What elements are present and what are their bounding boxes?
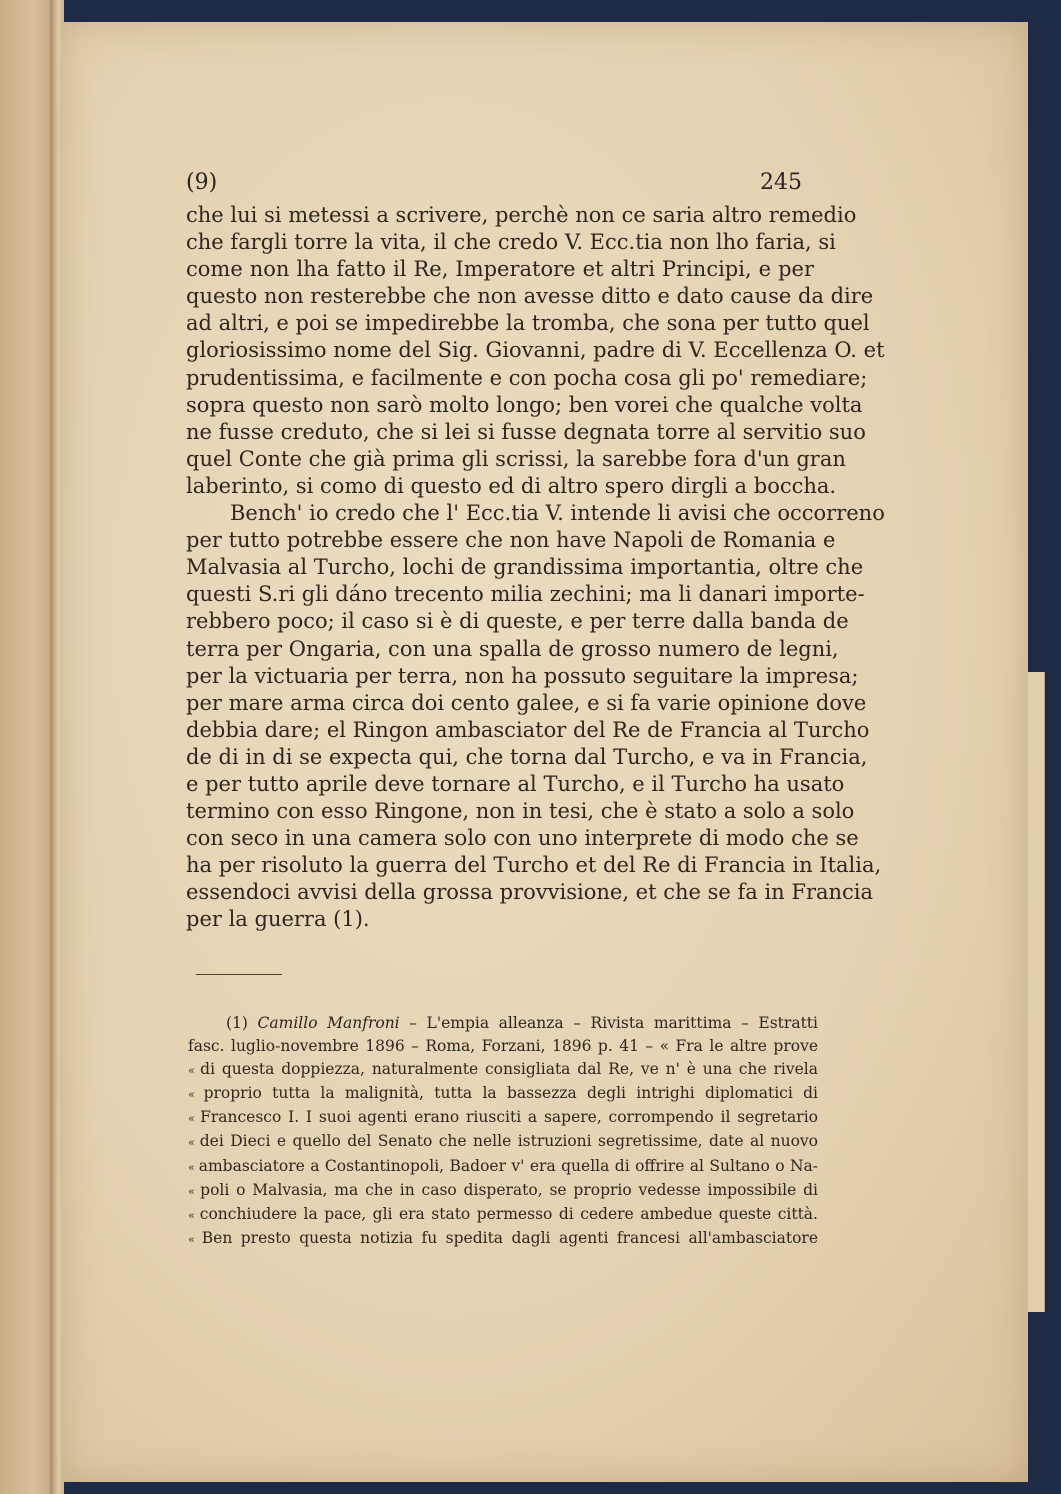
section-number: (9) <box>186 170 218 195</box>
text-line: prudentissima, e facilmente e con pocha cosa gli po' remediare; <box>186 365 868 390</box>
footnote-marker: (1) <box>226 1014 248 1032</box>
text-line: come non lha fatto il Re, Imperatore et altri Principi, e per <box>186 257 814 282</box>
text-line: de di in di se expecta qui, che torna dal Turcho, e va in Francia, <box>186 744 868 769</box>
text-line: Bench' io credo che l' Ecc.tia V. intende li avisi che occorreno <box>230 501 885 526</box>
page-header <box>186 170 802 200</box>
text-line: questo non resterebbe che non avesse ditto e dato cause da dire <box>186 284 874 309</box>
text-line: gloriosissimo nome del Sig. Giovanni, padre di V. Eccellenza O. et <box>186 338 885 363</box>
footnote-line: fasc. luglio-novembre 1896 – Roma, Forzani, 1896 p. 41 – « Fra le altre prove <box>188 1037 818 1056</box>
text-line: per la victuaria per terra, non ha possuto seguitare la impresa; <box>186 663 859 688</box>
text-line: debbia dare; el Ringon ambasciator del Re de Francia al Turcho <box>186 717 870 742</box>
text-line: che fargli torre la vita, il che credo V. Ecc.tia non lho faria, si <box>186 230 836 255</box>
page-number: 245 <box>760 170 802 195</box>
text-line: per mare arma circa doi cento galee, e si fa varie opinione dove <box>186 690 867 715</box>
footnote-divider <box>196 974 282 975</box>
page-edge-flap <box>1026 672 1045 1312</box>
footnote-author: Camillo Manfroni <box>257 1014 400 1032</box>
text-line: che lui si metessi a scrivere, perchè non ce saria altro remedio <box>186 203 857 227</box>
text-line: ha per risoluto la guerra del Turcho et del Re di Francia in Italia, <box>186 853 882 878</box>
text-line: essendoci avvisi della grossa provvisione, et che se fa in Francia <box>186 880 874 905</box>
text-line: questi S.ri gli dáno trecento milia zechini; ma li danari importe- <box>186 582 865 607</box>
text-line: sopra questo non sarò molto longo; ben vorei che qualche volta <box>186 392 863 417</box>
footnote-line: « conchiudere la pace, gli era stato permesso di cedere ambedue queste città. <box>188 1203 818 1227</box>
main-text <box>186 202 885 934</box>
text-line: laberinto, si como di questo ed di altro spero dirgli a boccha. <box>186 473 837 498</box>
text-line: Malvasia al Turcho, lochi de grandissima importantia, oltre che <box>186 555 864 580</box>
text-line: per tutto potrebbe essere che non have Napoli de Romania e <box>186 528 836 553</box>
footnote-line <box>188 1012 818 1035</box>
text-line: rebbero poco; il caso si è di queste, e per terre dalla banda de <box>186 609 849 634</box>
text-line: ad altri, e poi se impedirebbe la tromba, che sona per tutto quel <box>186 311 870 336</box>
footnote-title: – L'empia alleanza – Rivista marittima – Estratti <box>409 1014 818 1032</box>
text-line: e per tutto aprile deve tornare al Turcho, e il Turcho ha usato <box>186 771 845 796</box>
text-line: termino con esso Ringone, non in tesi, che è stato a solo a solo <box>186 799 855 824</box>
text-line: con seco in una camera solo con uno interprete di modo che se <box>186 826 859 851</box>
footnote-line: « Francesco I. I suoi agenti erano riusciti a sapere, corrompendo il segretario <box>188 1106 818 1130</box>
footnote-line: « di questa doppiezza, naturalmente consigliata dal Re, ve n' è una che rivela <box>188 1058 818 1082</box>
footnote-line: « proprio tutta la malignità, tutta la bassezza degli intrighi diplomatici di <box>188 1082 818 1106</box>
text-line: terra per Ongaria, con una spalla de grosso numero de legni, <box>186 636 839 661</box>
text-line: quel Conte che già prima gli scrissi, la sarebbe fora d'un gran <box>186 446 846 471</box>
text-line: ne fusse creduto, che si lei si fusse degnata torre al servitio suo <box>186 419 866 444</box>
footnote-line: « dei Dieci e quello del Senato che nelle istruzioni segretissime, date al nuovo <box>188 1130 818 1154</box>
footnote-line: « ambasciatore a Costantinopoli, Badoer v' era quella di offrire al Sultano o Na- <box>188 1155 818 1179</box>
text-line: per la guerra (1). <box>186 907 370 932</box>
footnote-line: « Ben presto questa notizia fu spedita dagli agenti francesi all'ambasciatore <box>188 1227 818 1251</box>
footnote-line: « poli o Malvasia, ma che in caso disperato, se proprio vedesse impossibile di <box>188 1179 818 1203</box>
footnote <box>188 1012 818 1251</box>
